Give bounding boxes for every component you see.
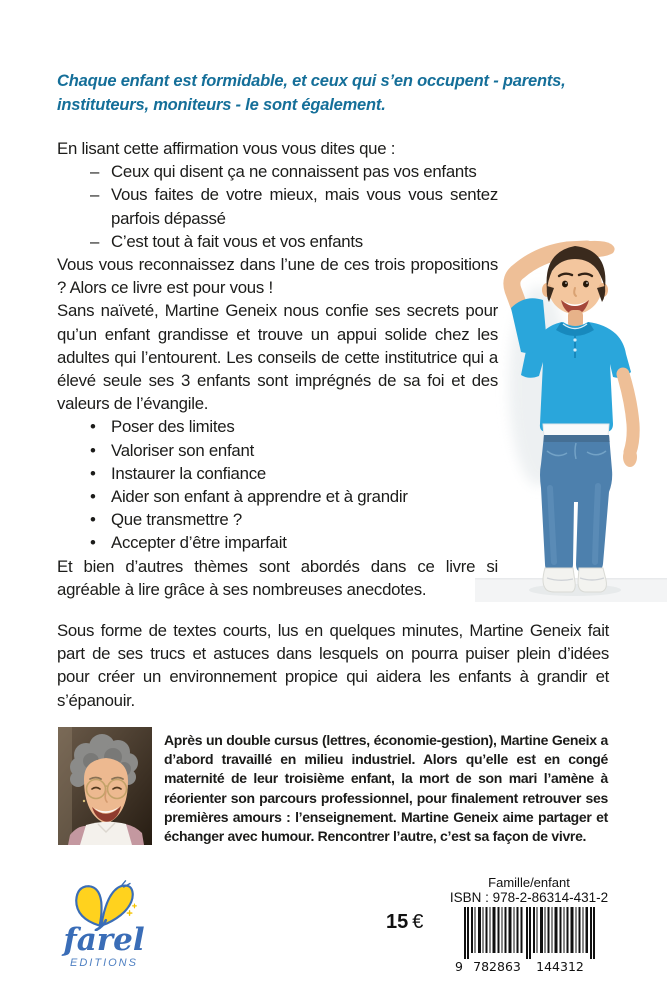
- barcode-digits-left: 782863: [473, 959, 521, 974]
- reaction-text: Ceux qui disent ça ne connaissent pas vos enfants: [111, 162, 477, 182]
- bullet-marker: •: [90, 440, 96, 460]
- bullet-marker: •: [90, 487, 96, 507]
- paragraph-secrets: Sans naïveté, Martine Geneix nous confie ses secrets pour qu’un enfant grandisse et trouve un appui solide chez les adultes qui l’entourent. Les conseils de cette institutrice qui a élevé seule ses 3 enfants sont imprégnés de sa foi et des valeurs de l’évangile.: [57, 301, 498, 414]
- barcode: [454, 907, 604, 977]
- theme-list: [57, 415, 498, 554]
- reaction-item: [90, 183, 498, 229]
- theme-text: Valoriser son enfant: [111, 440, 255, 460]
- reaction-text: C’est tout à fait vous et vos enfants: [111, 231, 363, 251]
- dash-marker: –: [90, 162, 100, 182]
- theme-item: [90, 439, 498, 462]
- farel-logo: [44, 879, 164, 969]
- reaction-item: [90, 160, 498, 183]
- publisher-tagline: EDITIONS: [70, 957, 138, 969]
- reaction-item: [90, 230, 498, 253]
- dash-marker: –: [90, 185, 100, 205]
- price-amount: 15: [386, 911, 409, 933]
- price-currency: €: [412, 911, 424, 933]
- barcode-digit-lead: 9: [455, 959, 463, 974]
- main-text-column: [57, 137, 498, 601]
- theme-item: [90, 531, 498, 554]
- boy-measuring-height-photo: [475, 226, 667, 602]
- bullet-marker: •: [90, 533, 96, 553]
- paragraph-more-themes: Et bien d’autres thèmes sont abordés dans ce livre si agréable à lire grâce à ses nombreuses anecdotes.: [57, 556, 498, 599]
- publisher-name: farel: [63, 922, 145, 958]
- bullet-marker: •: [90, 463, 96, 483]
- reaction-list: [57, 160, 498, 253]
- bullet-marker: •: [90, 417, 96, 437]
- bullet-marker: •: [90, 510, 96, 530]
- theme-text: Poser des limites: [111, 417, 235, 437]
- theme-text: Aider son enfant à apprendre et à grandir: [111, 487, 408, 507]
- retail-block: [447, 875, 611, 977]
- category-label: Famille/enfant: [488, 875, 570, 890]
- theme-item: [90, 462, 498, 485]
- theme-text: Instaurer la confiance: [111, 463, 266, 483]
- theme-text: Accepter d’être imparfait: [111, 533, 287, 553]
- theme-item: [90, 415, 498, 438]
- theme-item: [90, 508, 498, 531]
- headline-quote: Chaque enfant est formidable, et ceux qui s’en occupent - parents, instituteurs, moniteurs - le sont également.: [57, 72, 566, 114]
- theme-text: Que transmettre ?: [111, 510, 242, 530]
- reaction-text: Vous faites de votre mieux, mais vous vous sentez parfois dépassé: [111, 185, 498, 228]
- author-photo: [58, 727, 152, 845]
- paragraph-recognize: Vous vous reconnaissez dans l’une de ces trois propositions ? Alors ce livre est pour vous !: [57, 255, 498, 298]
- intro-line: En lisant cette affirmation vous vous dites que :: [57, 139, 396, 158]
- theme-item: [90, 485, 498, 508]
- isbn-label: ISBN : 978-2-86314-431-2: [449, 890, 609, 905]
- paragraph-format: Sous forme de textes courts, lus en quelques minutes, Martine Geneix fait part de ses trucs et astuces dans lesquels on pourra puiser plein d’idées pour créer un environnement propice qui aidera les enfants à grandir et s’épanouir.: [57, 621, 609, 710]
- author-bio: Après un double cursus (lettres, économie-gestion), Martine Geneix a d’abord travaillé en milieu industriel. Alors qu’elle est en congé maternité de leur troisième enfant, la mort de son mari l’amène à réorienter son parcours professionnel, pour finalement retrouver ses premières amours : l’enseignement. Martine Geneix aime partager et échanger avec humour. Rencontrer l’autre, c’est sa façon de vivre.: [164, 732, 608, 845]
- barcode-digits-right: 144312: [536, 959, 584, 974]
- dash-marker: –: [90, 231, 100, 251]
- price: [386, 911, 423, 934]
